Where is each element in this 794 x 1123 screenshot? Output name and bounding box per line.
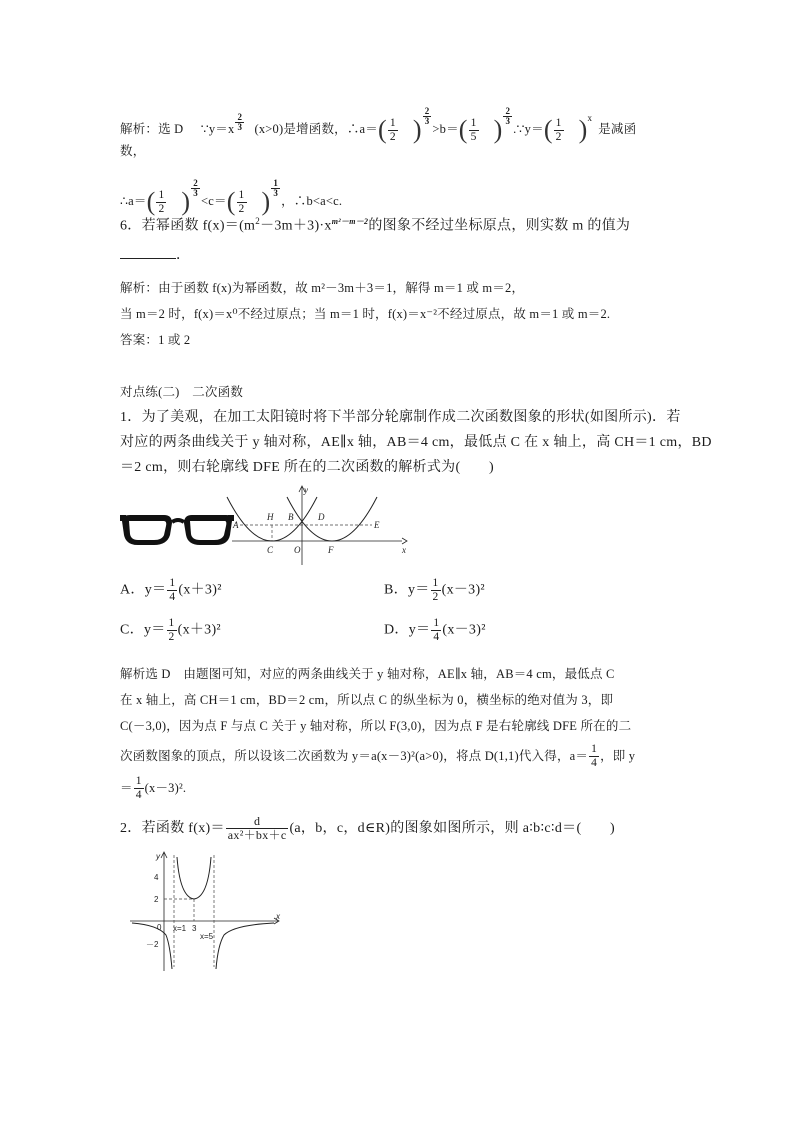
q1-solution-line1: 解析选 D 由题图可知，对应的两条曲线关于 y 轴对称，AE∥x 轴，AB＝4 cm，最低点 C: [120, 666, 615, 681]
option-D[interactable]: D．y＝ $\frac{1}{4}$ (x－3)²: [384, 616, 486, 643]
question-6-blank-line: ．: [120, 244, 680, 267]
sunglasses-illustration: [120, 515, 234, 545]
fig1-label-B: B: [288, 511, 294, 522]
exponent-two-thirds: $\frac{2}{3}$: [237, 112, 243, 133]
q1-solution-line4: 次函数图象的顶点，所以设该二次函数为 y＝a(x－3)²(a>0)，将点 D(1,1)代入得，a＝ $\frac{1}{4}$ ，即 y: [120, 743, 636, 770]
option-A[interactable]: A．y＝ $\frac{1}{4}$ (x＋3)²: [120, 576, 222, 603]
sol-label: 解析：选 D: [120, 122, 184, 136]
q1-solution-line3: C(－3,0)，因为点 F 与点 C 关于 y 轴对称，所以 F(3,0)，因为点 F 是右轮廓线 DFE 所在的二: [120, 718, 632, 733]
fig1-label-y: y: [304, 484, 308, 495]
fraction-half: $\frac{1}{2}$: [389, 116, 396, 143]
answer-blank: [120, 244, 176, 259]
q6-answer: 答案：1 或 2: [120, 332, 191, 347]
question-1-line3: ＝2 cm，则右轮廓线 DFE 所在的二次函数的解析式为( ): [120, 459, 494, 475]
rational-function-graph: [128, 849, 288, 975]
fig2-label-3: 3: [192, 923, 197, 933]
question-2: 2．若函数 f(x)＝ $\frac{d}{\text{ax²＋bx＋c}}$ (a，b，c，d∈R)的图象如图所示，则 a∶b∶c∶d＝( ): [120, 813, 615, 842]
figure-glasses: [120, 483, 680, 573]
fig2-label-neg2: －2: [146, 939, 159, 949]
question-1-line1: 1．为了美观，在加工太阳镜时将下半部分轮廓制作成二次函数图象的形状(如图所示)．若: [120, 409, 681, 425]
figure-rational-function: [120, 849, 680, 979]
option-C[interactable]: C．y＝ $\frac{1}{2}$ (x＋3)²: [120, 616, 221, 643]
parabola-diagram: [227, 486, 407, 565]
document-page: [120, 100, 712, 979]
sol5-line2: 数，: [120, 144, 146, 158]
question-1-line2: 对应的两条曲线关于 y 轴对称，AE∥x 轴，AB＝4 cm，最低点 C 在 x 轴上，高 CH＝1 cm，BD: [120, 434, 712, 450]
fig1-label-A: A: [233, 519, 239, 530]
fig1-label-H: H: [267, 511, 274, 522]
fig2-label-4: 4: [154, 872, 159, 882]
option-B[interactable]: B．y＝ $\frac{1}{2}$ (x－3)²: [384, 576, 485, 603]
fig1-label-O: O: [294, 544, 301, 555]
fig1-label-x: x: [402, 544, 406, 555]
question-6: 6．若幂函数 $f(x)=(m^2-3m+3)\cdot x^{m^2-m-2}$的图象不经过坐标原点，则实数 m 的值为: [120, 216, 631, 234]
sol5-line3: ∴a＝( $\frac{1}{2}$ ) $\frac{2}{3}$ <c＝( $\frac{1}{2}$ ) $\frac{1}{3}$ ，∴b<a<c.: [120, 178, 343, 217]
fig1-label-E: E: [374, 519, 380, 530]
fig2-label-x1: x=1: [173, 923, 187, 933]
fig1-label-C: C: [267, 544, 274, 555]
fig2-label-x: x: [276, 911, 280, 921]
q1-solution-line2: 在 x 轴上，高 CH＝1 cm，BD＝2 cm，所以点 C 的纵坐标为 0，横坐标的绝对值为 3，即: [120, 692, 614, 707]
q1-solution-line5: ＝ $\frac{1}{4}$ (x－3)².: [120, 775, 187, 802]
q6-solution-line1: 解析：由于函数 f(x)为幂函数，故 m²－3m＋3＝1，解得 m＝1 或 m＝2，: [120, 280, 525, 295]
q6-solution-line2: 当 m＝2 时，f(x)＝x⁰不经过原点；当 m＝1 时，f(x)＝x⁻²不经过原点，故 m＝1 或 m＝2.: [120, 306, 611, 321]
fraction-fifth: $\frac{1}{5}$: [470, 116, 477, 143]
glasses-figure-svg: [120, 483, 420, 569]
q1-options: [120, 577, 680, 661]
fig1-label-D: D: [318, 511, 325, 522]
fig1-label-F: F: [328, 544, 334, 555]
sol5-line1: 解析：选 D ∵y＝x $\frac{2}{3}$ (x>0)是增函数，∴a＝( $\frac{1}{2}$ ) $\frac{2}{3}$ >b＝( $\frac{1}{5}$ ) $\frac{2}{3}$ .∵y＝( $\frac{1}{2}$ )$^x$是减函: [120, 106, 637, 145]
fig2-label-0: 0: [157, 922, 162, 932]
fig2-label-2: 2: [154, 894, 159, 904]
section-title: 对点练(二) 二次函数: [120, 384, 244, 399]
fig2-label-y: y: [156, 851, 160, 861]
fig2-label-x5: x=5: [200, 931, 214, 941]
